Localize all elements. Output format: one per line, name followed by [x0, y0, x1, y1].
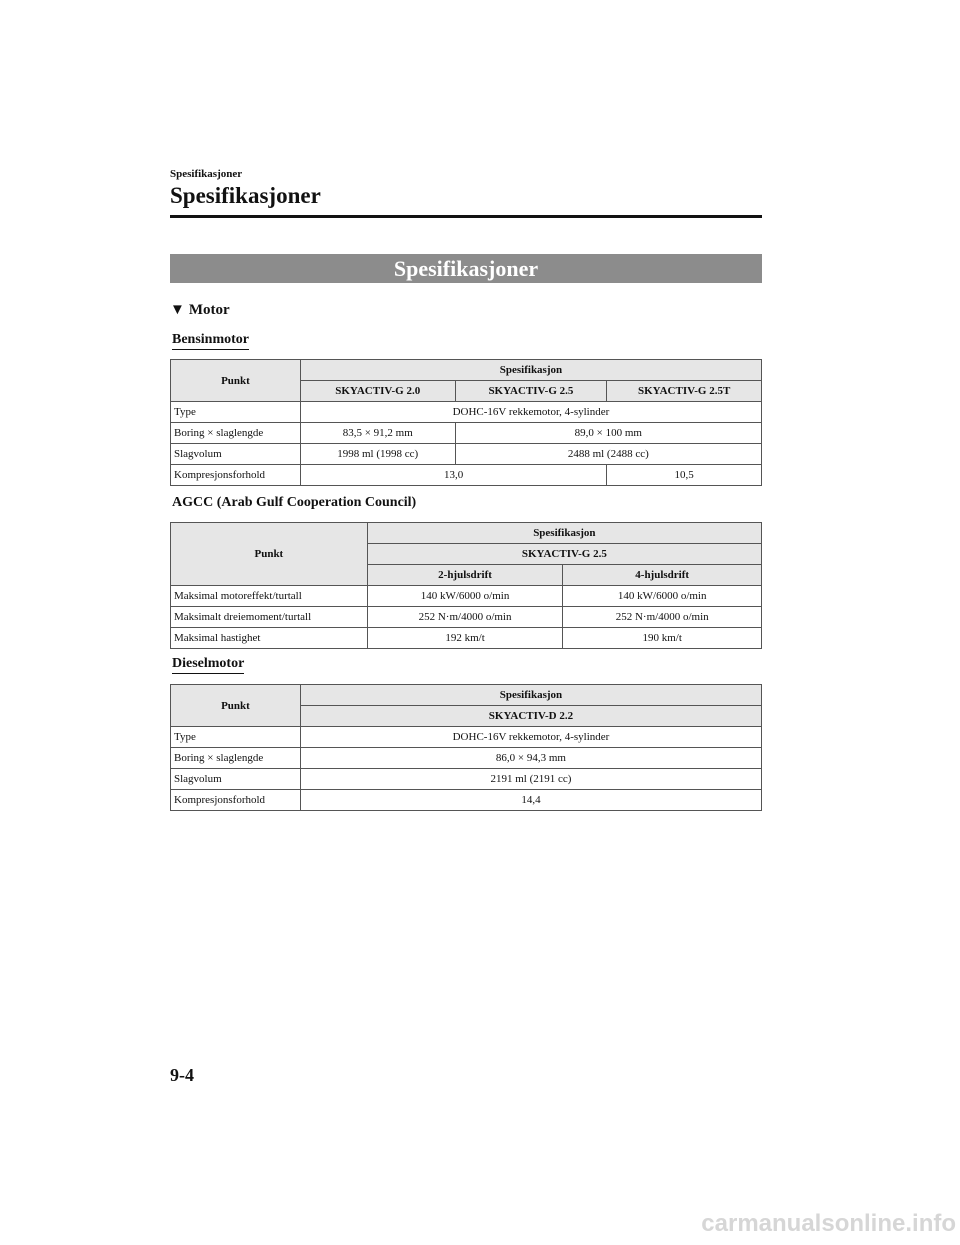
header-spec: Spesifikasjon: [300, 685, 761, 706]
cell-value: 83,5 × 91,2 mm: [300, 423, 455, 444]
cell-value: 252 N·m/4000 o/min: [367, 607, 563, 628]
table-row: [171, 607, 762, 628]
cell-value: 2191 ml (2191 cc): [300, 769, 761, 790]
header-variant: SKYACTIV-G 2.0: [300, 381, 455, 402]
header-variant: SKYACTIV-G 2.5: [455, 381, 607, 402]
cell-value: 2488 ml (2488 cc): [455, 444, 761, 465]
table-row: [171, 685, 762, 706]
diesel-spec-table: [170, 684, 762, 811]
triangle-down-icon: ▼: [170, 302, 185, 318]
row-label: Boring × slaglengde: [171, 748, 301, 769]
section-heading-motor: [170, 302, 230, 319]
header-spec: Spesifikasjon: [367, 523, 761, 544]
cell-value: 192 km/t: [367, 628, 563, 649]
table-row: [171, 523, 762, 544]
cell-value: 140 kW/6000 o/min: [563, 586, 762, 607]
cell-value: 140 kW/6000 o/min: [367, 586, 563, 607]
row-label: Kompresjonsforhold: [171, 465, 301, 486]
table-row: [171, 423, 762, 444]
cell-value: 14,4: [300, 790, 761, 811]
watermark: [0, 1210, 960, 1240]
row-label: Slagvolum: [171, 444, 301, 465]
cell-value: 252 N·m/4000 o/min: [563, 607, 762, 628]
page-title: Spesifikasjoner: [170, 183, 321, 208]
cell-value: 86,0 × 94,3 mm: [300, 748, 761, 769]
header-drive: 4-hjulsdrift: [563, 565, 762, 586]
breadcrumb: Spesifikasjoner: [170, 168, 243, 180]
row-label: Kompresjonsforhold: [171, 790, 301, 811]
watermark-text: carmanualsonline.info: [701, 1210, 956, 1237]
header-variant: SKYACTIV-D 2.2: [300, 706, 761, 727]
agcc-heading: AGCC (Arab Gulf Cooperation Council): [172, 495, 417, 510]
page-number: 9-4: [170, 1065, 194, 1085]
row-label: Maksimal motoreffekt/turtall: [171, 586, 368, 607]
header-item: Punkt: [171, 523, 368, 586]
header-item: Punkt: [171, 360, 301, 402]
header-item: Punkt: [171, 685, 301, 727]
section-heading-label: Motor: [188, 302, 230, 318]
table-row: [171, 727, 762, 748]
table-row: [171, 444, 762, 465]
table-row: [171, 465, 762, 486]
header-variant: SKYACTIV-G 2.5: [367, 544, 761, 565]
petrol-heading: Bensinmotor: [172, 332, 249, 350]
cell-value: DOHC-16V rekkemotor, 4-sylinder: [300, 402, 761, 423]
header-drive: 2-hjulsdrift: [367, 565, 563, 586]
petrol-spec-table: [170, 359, 762, 486]
title-rule: [170, 215, 762, 218]
row-label: Maksimal hastighet: [171, 628, 368, 649]
table-row: [171, 628, 762, 649]
table-row: [171, 360, 762, 381]
row-label: Slagvolum: [171, 769, 301, 790]
section-banner: Spesifikasjoner: [170, 254, 762, 283]
cell-value: 10,5: [607, 465, 762, 486]
cell-value: 1998 ml (1998 cc): [300, 444, 455, 465]
cell-value: 190 km/t: [563, 628, 762, 649]
row-label: Type: [171, 727, 301, 748]
agcc-spec-table: [170, 522, 762, 649]
cell-value: DOHC-16V rekkemotor, 4-sylinder: [300, 727, 761, 748]
row-label: Type: [171, 402, 301, 423]
diesel-heading: Dieselmotor: [172, 656, 244, 674]
table-row: [171, 586, 762, 607]
table-row: [171, 790, 762, 811]
cell-value: 89,0 × 100 mm: [455, 423, 761, 444]
header-spec: Spesifikasjon: [300, 360, 761, 381]
header-variant: SKYACTIV-G 2.5T: [607, 381, 762, 402]
table-row: [171, 769, 762, 790]
row-label: Boring × slaglengde: [171, 423, 301, 444]
row-label: Maksimalt dreiemoment/turtall: [171, 607, 368, 628]
cell-value: 13,0: [300, 465, 606, 486]
table-row: [171, 402, 762, 423]
table-row: [171, 748, 762, 769]
